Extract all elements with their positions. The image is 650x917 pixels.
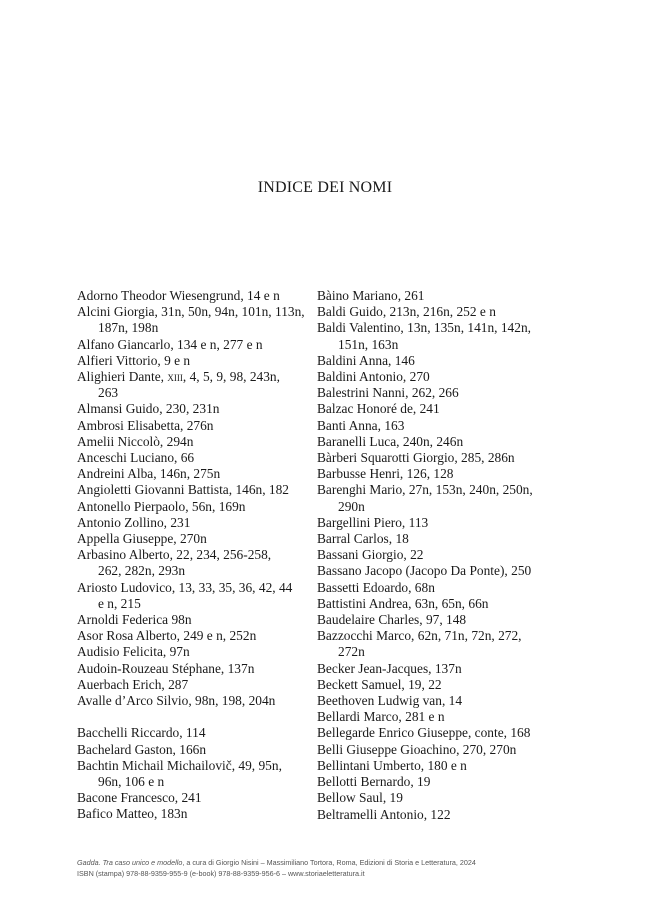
- index-entry: [77, 612, 299, 628]
- index-entry: [317, 742, 543, 758]
- index-entry-text: Battistini Andrea, 63n, 65n, 66n: [317, 595, 489, 611]
- index-entry-text: Bargellini Piero, 113: [317, 514, 429, 530]
- index-entry-text: Avalle d’Arco Silvio, 98n, 198, 204n: [77, 693, 276, 709]
- index-entry: [317, 515, 543, 531]
- index-entry: [317, 401, 543, 417]
- index-entry: [77, 758, 299, 790]
- index-entry-text: Adorno Theodor Wiesengrund, 14 e n: [77, 288, 280, 303]
- index-entry: [77, 693, 299, 709]
- index-entry: [317, 547, 543, 563]
- index-entry-text: Beltramelli Antonio, 122: [317, 806, 451, 822]
- index-entry: [77, 628, 299, 644]
- index-entry-text: Ambrosi Elisabetta, 276n: [77, 417, 214, 433]
- index-entry-text: Banti Anna, 163: [317, 417, 405, 433]
- index-entry: [317, 531, 543, 547]
- index-entry: [317, 288, 543, 304]
- book-title: Gadda. Tra caso unico e modello: [77, 858, 183, 867]
- index-entry-text: Alfieri Vittorio, 9 e n: [77, 352, 191, 368]
- index-entry: [77, 547, 299, 579]
- index-entry-text: Balestrini Nanni, 262, 266: [317, 385, 459, 401]
- index-entry: [77, 644, 299, 660]
- index-entry-text: Asor Rosa Alberto, 249 e n, 252n: [77, 628, 257, 644]
- index-entry: [317, 304, 543, 320]
- index-entry: [317, 369, 543, 385]
- index-entry: [77, 337, 299, 353]
- index-entry-text: Bellegarde Enrico Giuseppe, conte, 168: [317, 725, 531, 741]
- index-entry: [317, 661, 543, 677]
- index-entry-text: Bachtin Michail Michailovič, 49, 95n,: [77, 757, 282, 773]
- index-entry: [77, 353, 299, 369]
- index-entry: [317, 693, 543, 709]
- index-entry-text: Alighieri Dante, xiii, 4, 5, 9, 98, 243n,: [77, 369, 280, 385]
- index-entry-text: Angioletti Giovanni Battista, 146n, 182: [77, 482, 290, 498]
- index-entry-text: Bachelard Gaston, 166n: [77, 741, 207, 757]
- index-column-left: [77, 288, 305, 823]
- index-entry: [77, 418, 299, 434]
- index-entry-text: Becker Jean-Jacques, 137n: [317, 660, 462, 676]
- index-entry-continuation: 151n, 163n: [338, 336, 399, 352]
- index-entry: [77, 499, 299, 515]
- index-entry: [77, 742, 299, 758]
- index-entry: [317, 709, 543, 725]
- index-entry-text: Bafico Matteo, 183n: [77, 806, 188, 822]
- index-entry: [77, 288, 299, 304]
- index-entry-text: Bazzocchi Marco, 62n, 71n, 72n, 272,: [317, 628, 522, 644]
- page-title: INDICE DEI NOMI: [257, 179, 393, 196]
- index-entry-text: Bàino Mariano, 261: [317, 288, 425, 303]
- index-entry: [317, 758, 543, 774]
- index-entry-text: Bàrberi Squarotti Giorgio, 285, 286n: [317, 450, 515, 466]
- index-entry: [77, 661, 299, 677]
- index-entry: [77, 531, 299, 547]
- index-entry: [77, 677, 299, 693]
- index-entry-text: Anceschi Luciano, 66: [77, 450, 195, 466]
- index-entry: [77, 580, 299, 612]
- index-entry-text: Almansi Guido, 230, 231n: [77, 401, 220, 417]
- index-entry: [77, 482, 299, 498]
- index-entry: [317, 677, 543, 693]
- index-entry: [77, 434, 299, 450]
- index-entry-text: Bassetti Edoardo, 68n: [317, 579, 435, 595]
- index-entry: [317, 580, 543, 596]
- index-entry: [317, 418, 543, 434]
- index-entry-text: Baudelaire Charles, 97, 148: [317, 612, 467, 628]
- index-entry-text: Bacone Francesco, 241: [77, 790, 202, 806]
- index-entry: [317, 807, 543, 823]
- index-entry: [317, 466, 543, 482]
- index-entry: [317, 434, 543, 450]
- index-entry: [317, 385, 543, 401]
- index-entry: [77, 304, 305, 336]
- index-entry: [317, 482, 543, 514]
- index-entry-text: Baldi Guido, 213n, 216n, 252 e n: [317, 304, 496, 320]
- index-entry: [317, 353, 543, 369]
- index-entry-text: Appella Giuseppe, 270n: [77, 531, 207, 547]
- index-entry-text: Arnoldi Federica 98n: [77, 612, 192, 628]
- index-entry-text: Balzac Honoré de, 241: [317, 401, 440, 417]
- index-entry-text: Baldini Antonio, 270: [317, 369, 430, 385]
- footer-citation-rest: , a cura di Giorgio Nisini – Massimiliano Tortora, Roma, Edizioni di Storia e Letteratura, 2024: [182, 858, 476, 867]
- index-entry-text: Baranelli Luca, 240n, 246n: [317, 433, 464, 449]
- index-entry-continuation: 263: [98, 385, 119, 401]
- index-entry-continuation: e n, 215: [98, 595, 141, 611]
- index-entry: [317, 596, 543, 612]
- footer-isbn: ISBN (stampa) 978-88-9359-955-9 (e-book) 978-88-9359-956-6 – www.storiaeletteratura.it: [77, 869, 365, 878]
- index-entry: [317, 774, 543, 790]
- index-entry-text: Beckett Samuel, 19, 22: [317, 676, 442, 692]
- index-entry-text: Beethoven Ludwig van, 14: [317, 693, 463, 709]
- index-entry: [77, 806, 299, 822]
- index-entry-text: Barbusse Henri, 126, 128: [317, 466, 454, 482]
- index-entry-text: Antonello Pierpaolo, 56n, 169n: [77, 498, 246, 514]
- index-entry-text: Barenghi Mario, 27n, 153n, 240n, 250n,: [317, 482, 533, 498]
- index-entry-text: Ariosto Ludovico, 13, 33, 35, 36, 42, 44: [77, 579, 293, 595]
- index-entry-text: Belli Giuseppe Gioachino, 270, 270n: [317, 741, 517, 757]
- index-entry: [77, 515, 299, 531]
- footer-citation: [77, 857, 577, 868]
- index-entry-text: Bellintani Umberto, 180 e n: [317, 757, 467, 773]
- index-entry-text: Alfano Giancarlo, 134 e n, 277 e n: [77, 336, 263, 352]
- index-entry-text: Bellow Saul, 19: [317, 790, 403, 806]
- index-entry-text: Barral Carlos, 18: [317, 531, 409, 547]
- index-entry: [77, 466, 299, 482]
- letter-gap: [77, 709, 299, 725]
- index-entry: [77, 369, 299, 401]
- index-entry-text: Audoin-Rouzeau Stéphane, 137n: [77, 660, 255, 676]
- index-entry: [317, 790, 543, 806]
- index-entry: [317, 320, 543, 352]
- index-entry-text: Antonio Zollino, 231: [77, 514, 191, 530]
- index-entry: [317, 612, 543, 628]
- index-entry-text: Amelii Niccolò, 294n: [77, 433, 194, 449]
- index-entry-text: Audisio Felicita, 97n: [77, 644, 190, 660]
- index-entry-continuation: 96n, 106 e n: [98, 774, 165, 790]
- index-entry-text: Arbasino Alberto, 22, 234, 256-258,: [77, 547, 272, 563]
- index-entry: [77, 401, 299, 417]
- index-entry-continuation: 272n: [338, 644, 365, 660]
- index-entry: [77, 790, 299, 806]
- index-entry: [317, 450, 543, 466]
- index-entry-text: Bassani Giorgio, 22: [317, 547, 424, 563]
- index-entry-text: Alcini Giorgia, 31n, 50n, 94n, 101n, 113n,: [77, 304, 305, 320]
- index-entry-text: Baldi Valentino, 13n, 135n, 141n, 142n,: [317, 320, 531, 336]
- index-entry-text: Bassano Jacopo (Jacopo Da Ponte), 250: [317, 563, 532, 579]
- index-entry-text: Bellardi Marco, 281 e n: [317, 709, 445, 725]
- index-entry: [317, 563, 543, 579]
- index-entry-continuation: 290n: [338, 498, 365, 514]
- index-entry-text: Andreini Alba, 146n, 275n: [77, 466, 221, 482]
- index-entry: [77, 725, 299, 741]
- index-entry: [317, 628, 543, 660]
- index-entry-text: Bellotti Bernardo, 19: [317, 774, 431, 790]
- index-entry-text: Baldini Anna, 146: [317, 352, 415, 368]
- index-entry: [77, 450, 299, 466]
- publication-footer: [77, 857, 577, 879]
- index-entry-continuation: 262, 282n, 293n: [98, 563, 186, 579]
- index-entry-continuation: 187n, 198n: [98, 320, 159, 336]
- index-column-right: [317, 288, 543, 823]
- index-entry-text: Auerbach Erich, 287: [77, 676, 189, 692]
- index-entry-text: Bacchelli Riccardo, 114: [77, 725, 206, 741]
- index-entry: [317, 725, 543, 741]
